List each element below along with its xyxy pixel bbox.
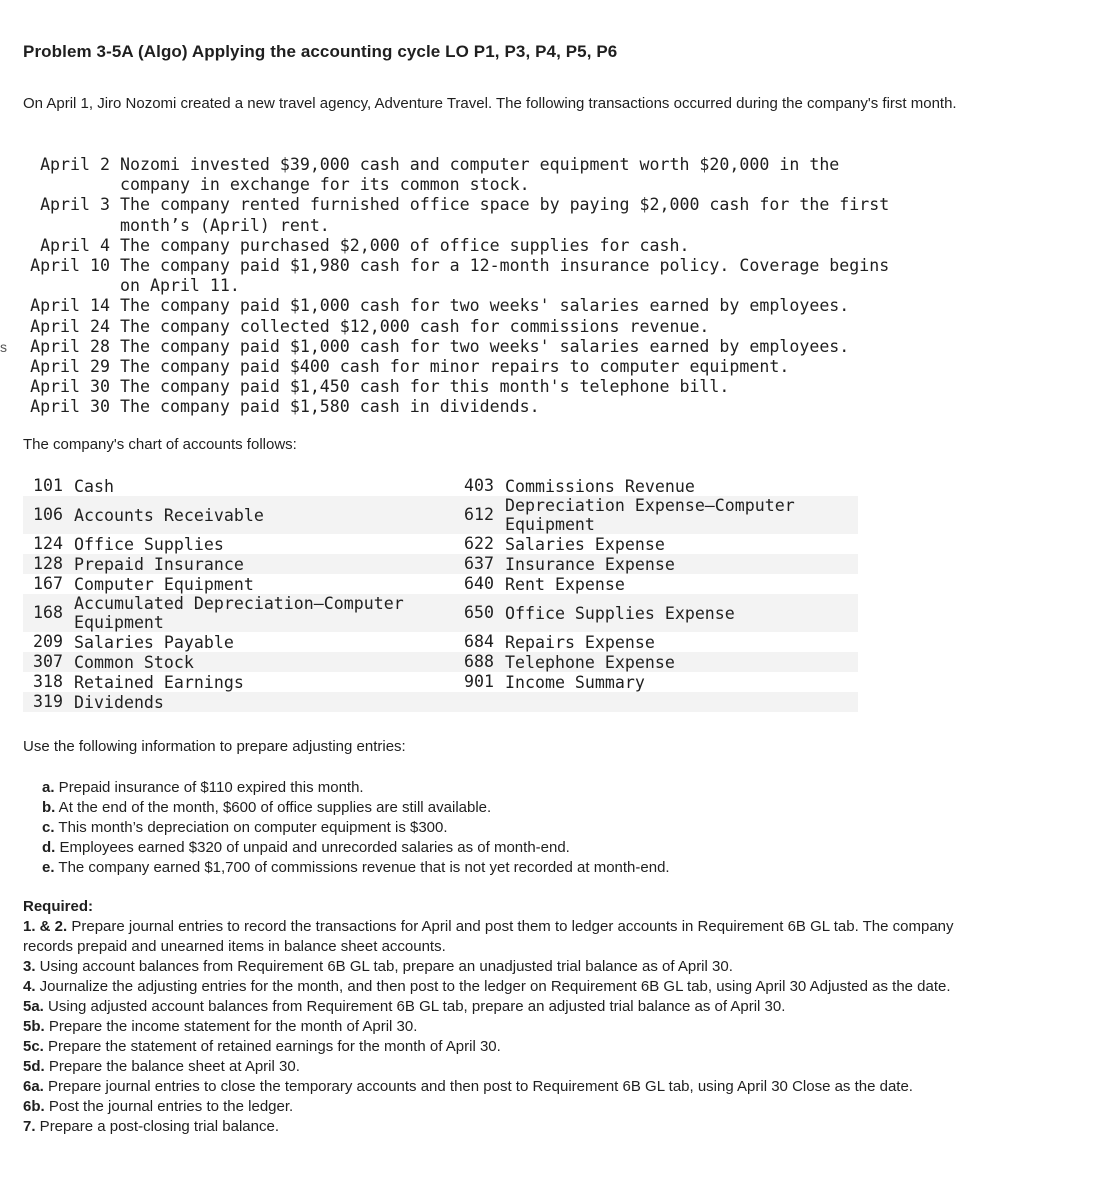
account-name: Salaries Expense xyxy=(505,534,665,554)
requirement-item: 5b. Prepare the income statement for the month of April 30. xyxy=(23,1018,418,1035)
coa-row xyxy=(23,594,858,632)
coa-row xyxy=(23,574,858,594)
coa-row xyxy=(23,692,858,712)
account-name: Repairs Expense xyxy=(505,632,655,652)
transaction-description: The company paid $1,000 cash for two weeks' salaries earned by employees. xyxy=(120,336,850,356)
account-name: Dividends xyxy=(74,692,164,712)
chart-of-accounts-label: The company's chart of accounts follows: xyxy=(23,436,297,453)
account-number: 106 xyxy=(33,505,63,524)
account-name: Office Supplies Expense xyxy=(505,603,735,623)
account-name: Computer Equipment xyxy=(74,574,254,594)
account-number: 612 xyxy=(464,505,494,524)
account-name: Prepaid Insurance xyxy=(74,554,244,574)
account-number: 209 xyxy=(33,632,63,651)
transactions-list xyxy=(23,155,889,418)
requirement-item: 6a. Prepare journal entries to close the temporary accounts and then post to Requirement 6B GL tab, using April 30 Close as the date. xyxy=(23,1078,913,1095)
account-number: 318 xyxy=(33,672,63,691)
adjusting-info-label: Use the following information to prepare adjusting entries: xyxy=(23,738,406,755)
transaction-date: April 3 xyxy=(40,195,120,215)
transaction-row xyxy=(23,195,889,235)
account-name: Accounts Receivable xyxy=(74,505,264,525)
account-name: Commissions Revenue xyxy=(505,476,695,496)
transaction-date: April 14 xyxy=(30,296,120,316)
transaction-row xyxy=(23,296,889,316)
adjustment-item: d. Employees earned $320 of unpaid and unrecorded salaries as of month-end. xyxy=(42,839,570,856)
transaction-date: April 29 xyxy=(30,357,120,377)
account-name: Cash xyxy=(74,476,114,496)
account-name: Income Summary xyxy=(505,672,645,692)
transaction-description: The company paid $400 cash for minor repairs to computer equipment. xyxy=(120,357,790,377)
account-number: 319 xyxy=(33,692,63,711)
transaction-row xyxy=(23,155,889,195)
account-name: Common Stock xyxy=(74,652,194,672)
account-number: 124 xyxy=(33,534,63,553)
transaction-date: April 2 xyxy=(40,155,120,174)
account-number: 403 xyxy=(464,476,494,495)
coa-row xyxy=(23,534,858,554)
transaction-date: April 4 xyxy=(40,235,120,255)
transaction-date: April 30 xyxy=(30,377,120,397)
transaction-row xyxy=(23,397,889,417)
coa-row xyxy=(23,554,858,574)
account-name: Accumulated Depreciation—Computer Equipment xyxy=(74,594,404,632)
coa-row xyxy=(23,632,858,652)
account-number: 684 xyxy=(464,632,494,651)
account-number: 622 xyxy=(464,534,494,553)
account-name: Depreciation Expense—Computer Equipment xyxy=(505,496,795,534)
adjustment-item: b. At the end of the month, $600 of office supplies are still available. xyxy=(42,799,492,816)
adjustment-item: c. This month’s depreciation on computer equipment is $300. xyxy=(42,819,448,836)
account-name: Salaries Payable xyxy=(74,632,234,652)
coa-row xyxy=(23,496,858,534)
coa-row xyxy=(23,652,858,672)
transaction-description: The company paid $1,000 cash for two weeks' salaries earned by employees. xyxy=(120,296,850,316)
coa-row xyxy=(23,476,858,496)
account-number: 101 xyxy=(33,476,63,495)
transaction-row xyxy=(23,337,889,357)
transaction-description: The company paid $1,450 cash for this month's telephone bill. xyxy=(120,377,730,397)
account-name: Telephone Expense xyxy=(505,652,675,672)
requirement-item: 7. Prepare a post-closing trial balance. xyxy=(23,1118,279,1135)
transaction-date: April 28 xyxy=(30,336,120,356)
transaction-description: The company collected $12,000 cash for commissions revenue. xyxy=(120,316,710,336)
problem-title: Problem 3-5A (Algo) Applying the accounting cycle LO P1, P3, P4, P5, P6 xyxy=(23,42,618,61)
transaction-description: The company rented furnished office space by paying $2,000 cash for the first month’s (April) rent. xyxy=(120,195,890,235)
transaction-row xyxy=(23,256,889,296)
requirement-item: 5a. Using adjusted account balances from Requirement 6B GL tab, prepare an adjusted trial balance as of April 30. xyxy=(23,998,786,1015)
account-number: 307 xyxy=(33,652,63,671)
account-number: 128 xyxy=(33,554,63,573)
transaction-date: April 30 xyxy=(30,397,120,417)
transaction-row xyxy=(23,236,889,256)
account-name: Retained Earnings xyxy=(74,672,244,692)
requirement-item: 6b. Post the journal entries to the ledger. xyxy=(23,1098,294,1115)
transaction-description: The company purchased $2,000 of office supplies for cash. xyxy=(120,235,690,255)
edge-mark: s xyxy=(0,339,7,355)
transaction-date: April 24 xyxy=(30,316,120,336)
requirements-section xyxy=(23,897,973,1137)
transaction-row xyxy=(23,377,889,397)
transaction-date: April 10 xyxy=(30,256,120,276)
requirement-item: 5c. Prepare the statement of retained earnings for the month of April 30. xyxy=(23,1038,501,1055)
account-number: 168 xyxy=(33,603,63,622)
account-number: 650 xyxy=(464,603,494,622)
intro-paragraph: On April 1, Jiro Nozomi created a new travel agency, Adventure Travel. The following transactions occurred during the company's first month. xyxy=(23,95,957,112)
adjustments-list xyxy=(42,778,670,878)
requirement-item: 3. Using account balances from Requirement 6B GL tab, prepare an unadjusted trial balance as of April 30. xyxy=(23,958,733,975)
coa-row xyxy=(23,672,858,692)
transaction-description: The company paid $1,580 cash in dividends. xyxy=(120,397,540,417)
transaction-description: The company paid $1,980 cash for a 12-month insurance policy. Coverage begins on April 11. xyxy=(120,256,890,296)
account-number: 901 xyxy=(464,672,494,691)
account-name: Insurance Expense xyxy=(505,554,675,574)
requirement-item: 4. Journalize the adjusting entries for the month, and then post to the ledger on Requirement 6B GL tab, using April 30 Adjusted as the date. xyxy=(23,978,951,995)
transaction-row xyxy=(23,317,889,337)
transaction-row xyxy=(23,357,889,377)
account-name: Office Supplies xyxy=(74,534,224,554)
account-number: 637 xyxy=(464,554,494,573)
account-number: 640 xyxy=(464,574,494,593)
transaction-description: Nozomi invested $39,000 cash and computer equipment worth $20,000 in the company in exchange for its common stock. xyxy=(120,155,840,195)
requirement-item: 1. & 2. Prepare journal entries to record the transactions for April and post them to ledger accounts in Requirement 6B GL tab. The company records prepaid and unearned items in balance sheet accounts. xyxy=(23,918,954,955)
required-heading: Required: xyxy=(23,898,94,915)
account-number: 167 xyxy=(33,574,63,593)
requirement-item: 5d. Prepare the balance sheet at April 30. xyxy=(23,1058,300,1075)
account-number: 688 xyxy=(464,652,494,671)
account-name: Rent Expense xyxy=(505,574,625,594)
chart-of-accounts-table xyxy=(23,476,858,712)
adjustment-item: e. The company earned $1,700 of commissions revenue that is not yet recorded at month-end. xyxy=(42,859,670,876)
adjustment-item: a. Prepaid insurance of $110 expired this month. xyxy=(42,779,364,796)
